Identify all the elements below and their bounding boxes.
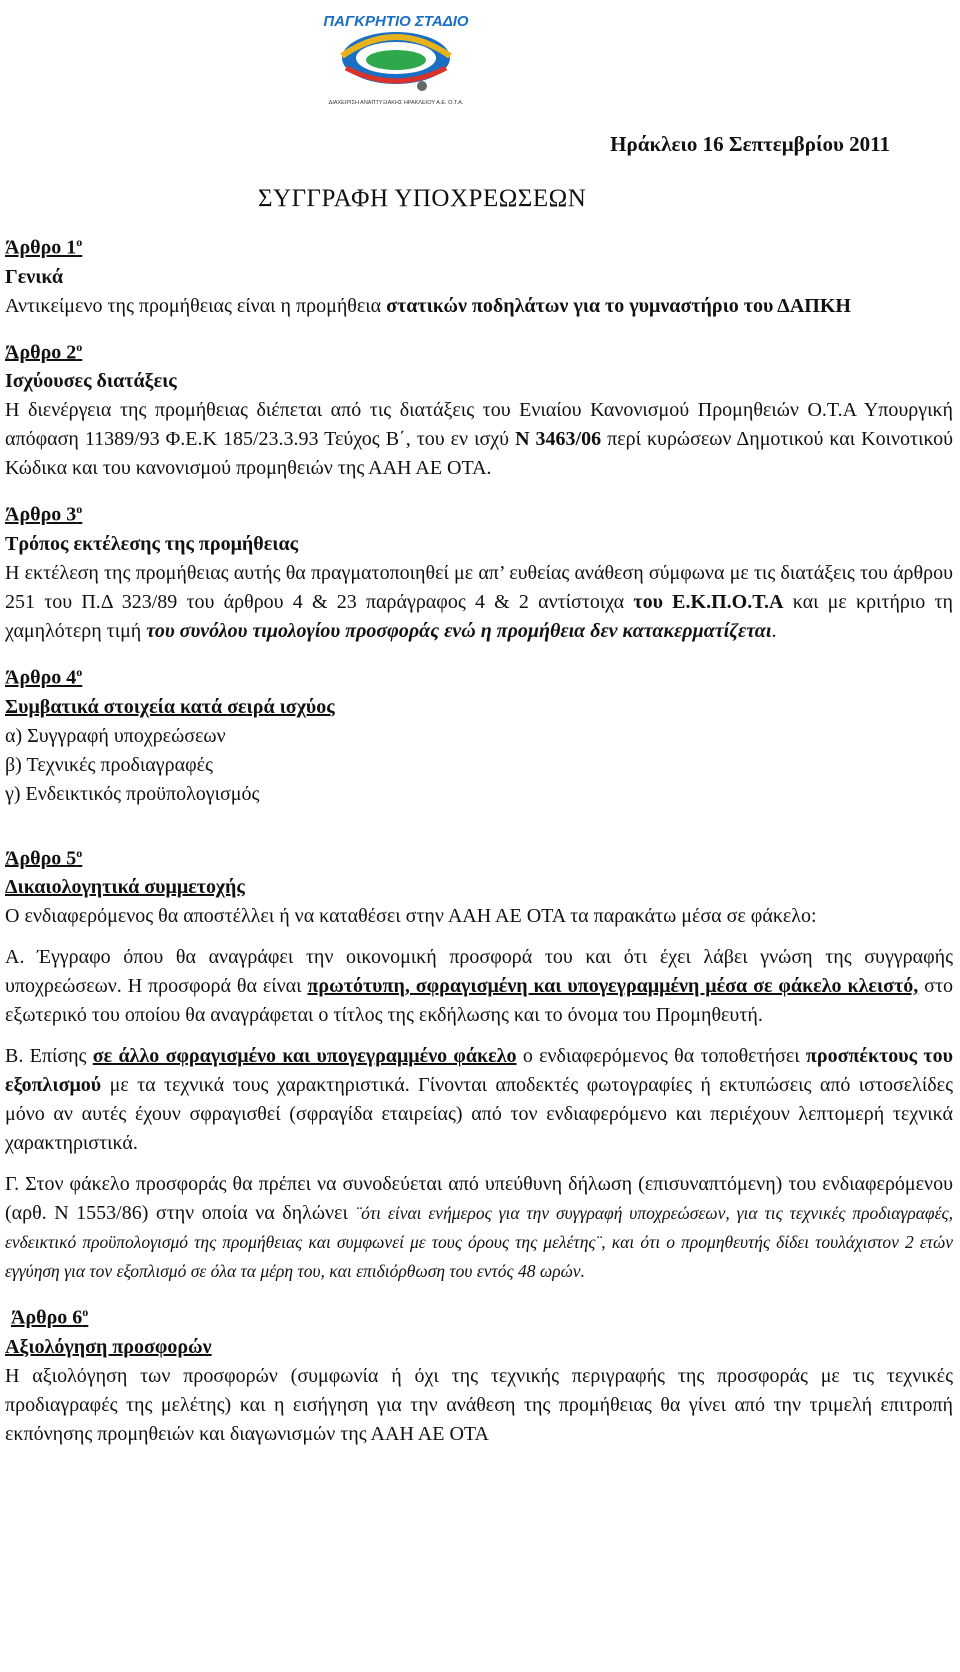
- article-3-text: Η εκτέλεση της προμήθειας αυτής θα πραγματοποιηθεί με απ’ ευθείας ανάθεση σύμφωνα με τις διατάξεις του άρθρου 251 του Π.Δ 323/89 του άρθρου 4 & 23 παράγραφος 4 & 2 αντίστοιχα του Ε.Κ.Π.Ο.Τ.Α και με κριτήριο τη χαμηλότερη τιμή του συνόλου τιμολογίου προσφοράς ενώ η προμήθεια δεν κατακερματίζεται.: [5, 561, 953, 642]
- list-item: β) Τεχνικές προδιαγραφές: [5, 753, 213, 776]
- article-1-label: Άρθρο $1^o$: [5, 235, 83, 259]
- article-3-label: Άρθρο $3^o$: [5, 502, 83, 526]
- article-6-heading: Αξιολόγηση προσφορών: [5, 1335, 212, 1358]
- article-1-text: Αντικείμενο της προμήθειας είναι η προμήθεια στατικών ποδηλάτων για το γυμναστήριο του ΔΑΠΚΗ: [5, 294, 851, 317]
- article-5-item-b: Β. Επίσης σε άλλο σφραγισμένο και υπογεγραμμένο φάκελο ο ενδιαφερόμενος θα τοποθετήσει προσπέκτους του εξοπλισμού με τα τεχνικά τους χαρακτηριστικά. Γίνονται αποδεκτές φωτογραφίες ή εκτυπώσεις από ιστοσελίδες μόνο αν αυτές έχουν σφραγισθεί (σφραγίδα εταιρείας) από τον ενδιαφερόμενο και περιέχουν λεπτομερή τεχνικά χαρακτηριστικά.: [5, 1045, 953, 1155]
- article-5-item-a: Α. Έγγραφο όπου θα αναγράφει την οικονομική προσφορά του και ότι έχει λάβει γνώση της συγγραφής υποχρεώσεων. Η προσφορά θα είναι πρωτότυπη, σφραγισμένη και υπογεγραμμένη μέσα σε φάκελο κλειστό, στο εξωτερικό του οποίου θα αναγράφεται ο τίτλος της εκδήλωσης και το όνομα του Προμηθευτή.: [5, 946, 953, 1027]
- article-4-heading: Συμβατικά στοιχεία κατά σειρά ισχύος: [5, 695, 335, 718]
- article-2-heading: Ισχύουσες διατάξεις: [5, 370, 177, 393]
- article-6-text: Η αξιολόγηση των προσφορών (συμφωνία ή όχι της τεχνικής περιγραφής της προσφοράς με τις τεχνικές προδιαγραφές της μελέτης) και η εισήγηση για την ανάθεση της προμήθειας θα γίνει από την τριμελή επιτροπή εκπόνησης προμηθειών και διαγωνισμών της ΑΑΗ ΑΕ ΟΤΑ: [5, 1364, 953, 1445]
- article-5-intro: Ο ενδιαφερόμενος θα αποστέλλει ή να καταθέσει στην ΑΑΗ ΑΕ ΟΤΑ τα παρακάτω μέσα σε φάκελο:: [5, 905, 817, 928]
- article-5-heading: Δικαιολογητικά συμμετοχής: [5, 876, 245, 899]
- document-body: [5, 220, 953, 1449]
- article-2-label: Άρθρο $2^o$: [5, 339, 83, 364]
- stadium-logo: [322, 8, 470, 110]
- list-item: γ) Ενδεικτικός προϋπολογισμός: [5, 782, 260, 805]
- list-item: α) Συγγραφή υποχρεώσεων: [5, 724, 226, 747]
- logo-subtext: ΔΙΑΧΕΙΡΙΣΗ ΑΝΑΠΤΥΞΙΑΚΗΣ ΗΡΑΚΛΕΙΟΥ Α.Ε. Ο.Τ.Α.: [328, 100, 464, 106]
- document-title: ΣΥΓΓΡΑΦΗ ΥΠΟΧΡΕΩΣΕΩΝ: [258, 185, 587, 212]
- article-6-label: Άρθρο $6^o$: [11, 1305, 89, 1329]
- article-5-label: Άρθρο $5^o$: [5, 845, 83, 870]
- article-5-item-c: Γ. Στον φάκελο προσφοράς θα πρέπει να συνοδεύεται από υπεύθυνη δήλωση (επισυναπτόμενη) του ενδιαφερόμενου (αρθ. Ν 1553/86) στην οποία να δηλώνει ¨ότι είναι ενήμερος για την συγγραφή υποχρεώσεων, για τις τεχνικές προδιαγραφές, ενδεικτικό προϋπολογισμό της προμήθειας και συμφωνεί με τους όρους της μελέτης¨, και ότι ο προμηθευτής δίδει τουλάχιστον 2 ετών εγγύηση για τον εξοπλισμό σε όλα τα μέρη του, και επιδιόρθωση του εντός 48 ωρών.: [5, 1173, 953, 1282]
- document-date: Ηράκλειο 16 Σεπτεμβρίου 2011: [610, 132, 890, 156]
- article-1-heading: Γενικά: [5, 265, 64, 288]
- article-4-label: Άρθρο $4^o$: [5, 664, 83, 689]
- logo-text: ΠΑΓΚΡΗΤΙΟ ΣΤΑΔΙΟ: [323, 13, 469, 30]
- article-3-heading: Τρόπος εκτέλεσης της προμήθειας: [5, 532, 299, 555]
- article-2-text: Η διενέργεια της προμήθειας διέπεται από τις διατάξεις του Ενιαίου Κανονισμού Προμηθειών Ο.Τ.Α Υπουργική απόφαση 11389/93 Φ.Ε.Κ 185/23.3.93 Τεύχος Β΄, του εν ισχύ Ν 3463/06 περί κυρώσεων Δημοτικού και Κοινοτικού Κώδικα και του κανονισμού προμηθειών της ΑΑΗ ΑΕ ΟΤΑ.: [5, 399, 953, 480]
